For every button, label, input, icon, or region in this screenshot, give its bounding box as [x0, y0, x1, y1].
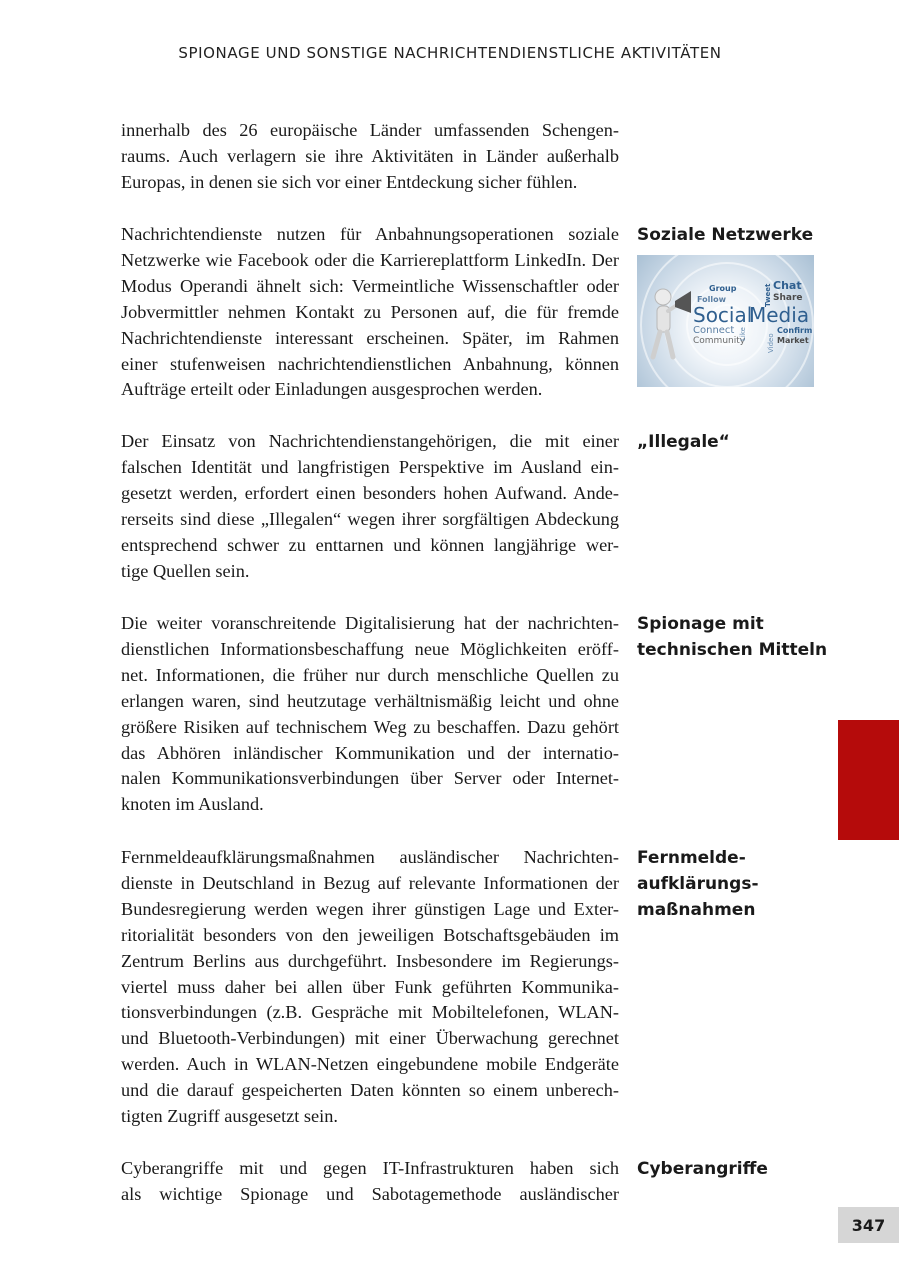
text-line: Nachrichtendienste interessant erscheinen. Später, im Rahmen — [121, 327, 619, 348]
page-number: 347 — [838, 1207, 899, 1243]
text-line: und die darauf gespeicherten Daten könnten so einem unberech- — [121, 1080, 619, 1101]
body-paragraph-1 — [121, 118, 619, 196]
body-paragraph-3 — [121, 429, 619, 584]
word-share: Share — [773, 293, 803, 303]
sidenote-cyberangriffe — [637, 1156, 827, 1182]
text-line: Europas, in denen sie sich vor einer Entdeckung sicher fühlen. — [121, 171, 578, 192]
running-head: SPIONAGE UND SONSTIGE NACHRICHTENDIENSTLICHE AKTIVITÄTEN — [178, 44, 722, 62]
figure-with-megaphone-icon — [653, 289, 691, 357]
text-line: dienstlichen Informationsbeschaffung neue Möglichkeiten eröff- — [121, 638, 619, 659]
word-group: Group — [709, 284, 737, 293]
word-market: Market — [777, 336, 809, 345]
text-line: Bundesregierung werden wegen ihrer günstigen Lage und Exter- — [121, 898, 619, 919]
text-line: dienste in Deutschland in Bezug auf relevante Informationen der — [121, 872, 619, 893]
word-connect: Connect — [693, 325, 735, 336]
text-line: innerhalb des 26 europäische Länder umfassenden Schengen- — [121, 120, 619, 140]
sidenote-line: technischen Mitteln — [637, 640, 828, 660]
text-line: werden. Auch in WLAN-Netzen eingebundene mobile Endgeräte — [121, 1054, 619, 1075]
sidenote-line: „Illegale“ — [637, 432, 730, 452]
word-community: Community — [693, 336, 746, 346]
text-line: Modus Operandi ähnelt sich: Vermeintliche Wissenschaftler oder — [121, 275, 619, 296]
text-line: Der Einsatz von Nachrichtendienstangehörigen, die mit einer — [121, 431, 619, 451]
body-paragraph-2 — [121, 222, 619, 403]
text-line: nalen Kommunikationsverbindungen über Server oder Internet- — [121, 768, 619, 789]
word-like: Like — [739, 327, 747, 341]
sidenote-illegale — [637, 429, 827, 455]
text-line: Jobvermittler nehmen Kontakt zu Personen auf, die für fremde — [121, 301, 619, 322]
sidenote-line: maßnahmen — [637, 900, 756, 920]
text-line: größere Risiken auf technischem Weg zu beschaffen. Dazu gehört — [121, 716, 619, 737]
text-line: ritorialität besonders von den jeweiligen Botschaftsgebäuden im — [121, 924, 619, 945]
text-line: entsprechend schwer zu enttarnen und können langjährige wer- — [121, 534, 619, 555]
text-line: Nachrichtendienste nutzen für Anbahnungsoperationen soziale — [121, 224, 619, 244]
text-line: Netzwerke wie Facebook oder die Karriereplattform LinkedIn. Der — [121, 249, 619, 270]
text-line: viertel muss daher bei allen über Funk geführten Kommunika- — [121, 976, 619, 997]
text-line: raums. Auch verlagern sie ihre Aktivitäten in Länder außerhalb — [121, 145, 619, 166]
text-line: einer stufenweisen nachrichtendienstlichen Anbahnung, können — [121, 353, 619, 374]
text-line: das Abhören inländischer Kommunikation und der internatio- — [121, 742, 619, 763]
text-line: gesetzt werden, erfordert einen besonders hohen Aufwand. Ande- — [121, 482, 619, 503]
text-line: Aufträge erteilt oder Einladungen ausgesprochen werden. — [121, 379, 543, 400]
word-social: Social — [693, 303, 753, 327]
text-line: Die weiter voranschreitende Digitalisierung hat der nachrichten- — [121, 613, 619, 633]
text-line: als wichtige Spionage und Sabotagemethode ausländischer — [121, 1183, 619, 1204]
text-line: falschen Identität und langfristigen Perspektive im Ausland ein- — [121, 456, 619, 477]
text-line: tige Quellen sein. — [121, 560, 250, 581]
sidenote-line: Cyberangriffe — [637, 1159, 768, 1179]
sidenote-fernmeldeaufklaerung — [637, 845, 827, 923]
sidenote-soziale-netzwerke — [637, 222, 827, 248]
word-follow: Follow — [697, 295, 727, 304]
body-paragraph-4 — [121, 611, 619, 818]
sidenote-line: Spionage mit — [637, 614, 764, 634]
chapter-tab-marker — [838, 720, 899, 840]
word-chat: Chat — [773, 279, 802, 292]
text-line: knoten im Ausland. — [121, 794, 264, 815]
body-paragraph-6 — [121, 1156, 619, 1208]
social-media-illustration — [637, 255, 814, 387]
sidenote-spionage-technische-mittel — [637, 611, 827, 663]
text-line: rerseits sind diese „Illegalen“ wegen ihrer sorgfältigen Abdeckung — [121, 508, 619, 529]
text-line: Cyberangriffe mit und gegen IT-Infrastrukturen haben sich — [121, 1158, 619, 1178]
word-video: Video — [767, 333, 775, 353]
word-media: Media — [749, 303, 810, 327]
sidenote-line: Soziale Netzwerke — [637, 225, 814, 245]
body-paragraph-5 — [121, 845, 619, 1130]
word-confirm: Confirm — [777, 326, 813, 335]
text-line: und Bluetooth-Verbindungen) mit einer Überwachung gerechnet — [121, 1028, 619, 1049]
text-line: tionsverbindungen (z.B. Gespräche mit Mobiltelefonen, WLAN- — [121, 1002, 619, 1023]
text-line: Zentrum Berlins aus durchgeführt. Insbesondere im Regierungs- — [121, 950, 619, 971]
sidenote-line: Fernmelde- — [637, 848, 746, 868]
text-line: Fernmeldeaufklärungsmaßnahmen ausländischer Nachrichten- — [121, 847, 619, 867]
sidenote-line: aufklärungs- — [637, 874, 759, 894]
social-media-image — [637, 255, 814, 387]
text-line: erlangen waren, sind heutzutage verhältnismäßig leicht und ohne — [121, 690, 619, 711]
text-line: net. Informationen, die früher nur durch menschliche Quellen zu — [121, 664, 619, 685]
text-line: tigten Zugriff ausgesetzt sein. — [121, 1106, 338, 1127]
word-tweet: Tweet — [764, 283, 772, 307]
